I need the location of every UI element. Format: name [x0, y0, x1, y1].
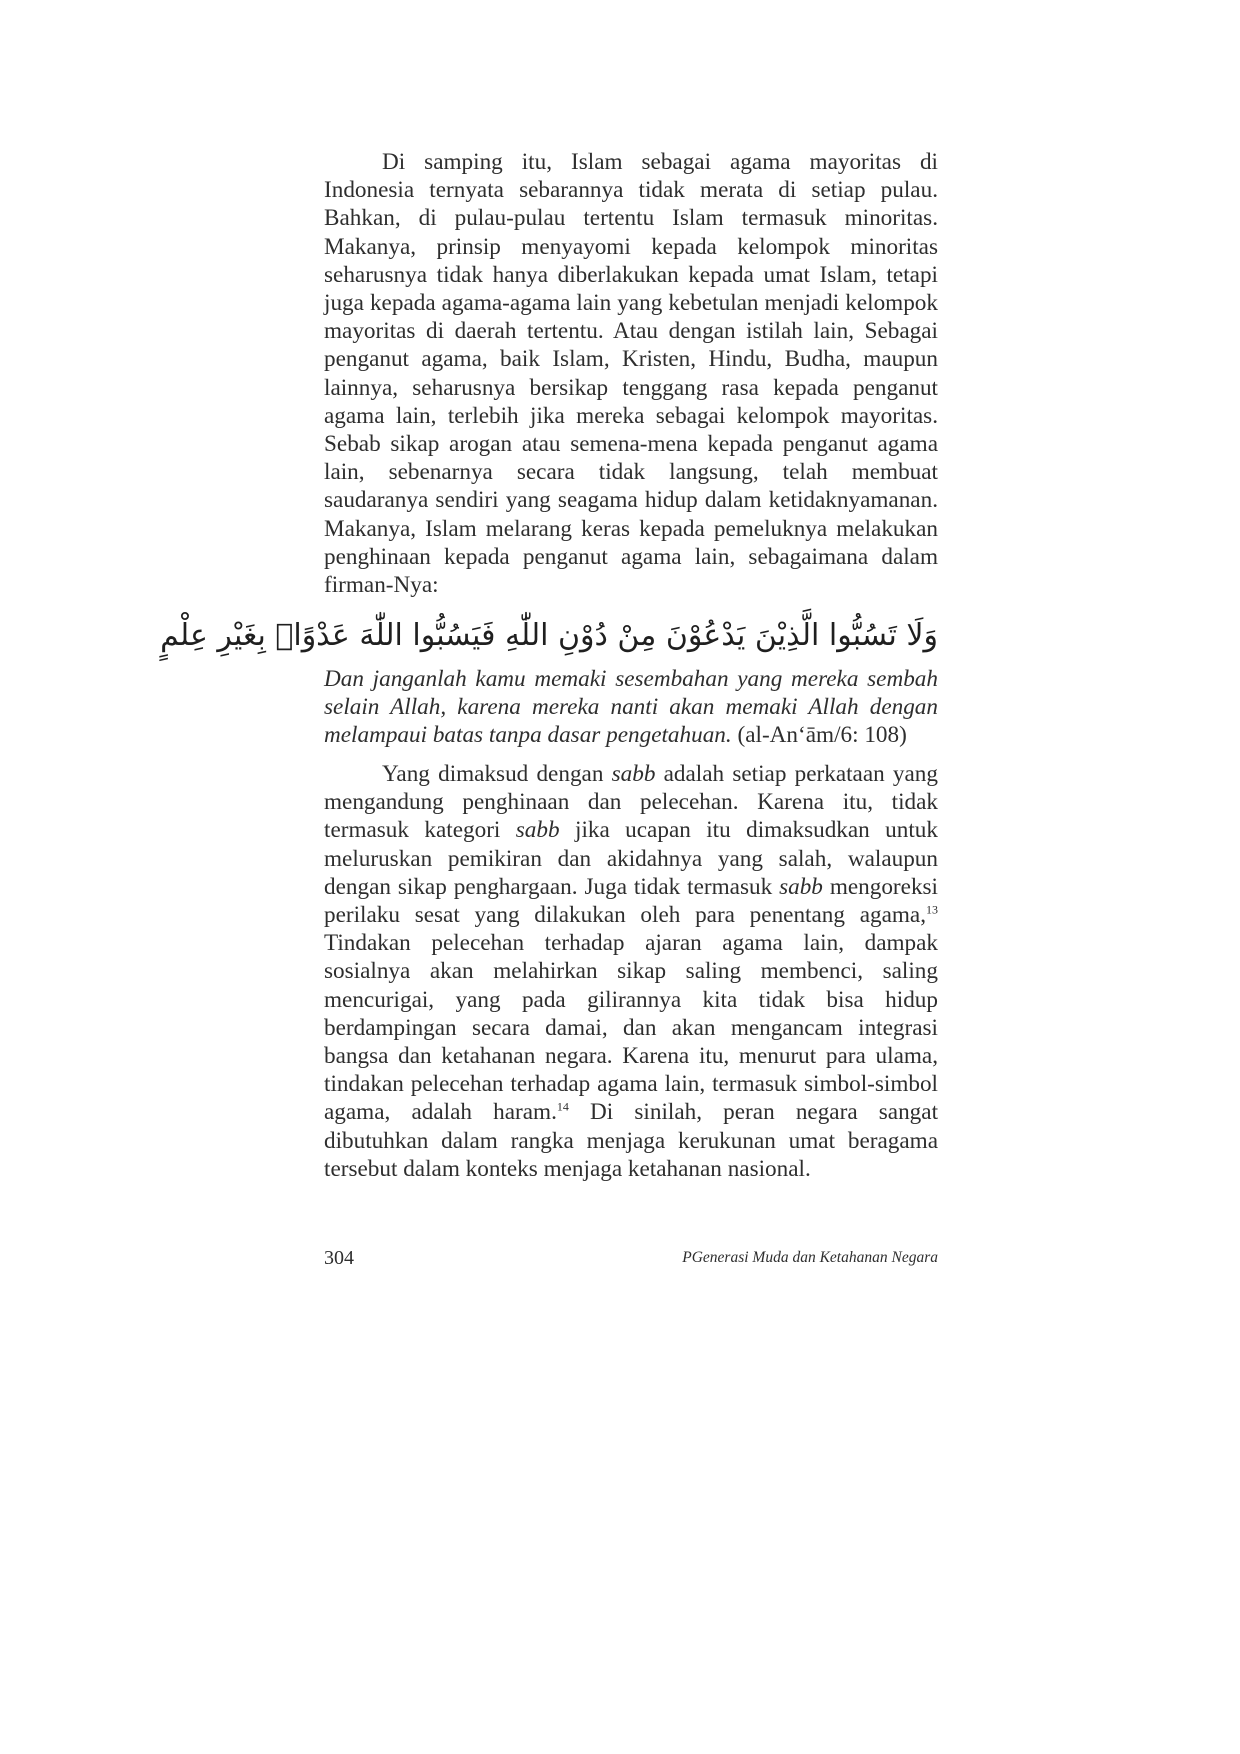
- page-number: 304: [324, 1247, 354, 1269]
- footnote-ref-13[interactable]: 13: [926, 902, 938, 917]
- paragraph-text: [324, 760, 938, 1183]
- text-run: mengoreksi perilaku sesat yang dilakukan oleh para penentang agama,: [324, 873, 939, 929]
- paragraph-text: Di samping itu, Islam sebagai agama mayoritas di Indonesia ternyata sebarannya tidak merata di setiap pulau. Bahkan, di pulau-pulau tertentu Islam termasuk minoritas. Makanya, prinsip menyayomi kepada kelompok minoritas seharusnya tidak hanya diberlakukan kepada umat Islam, tetapi juga kepada agama-agama lain yang kebetulan menjadi kelompok mayoritas di daerah tertentu. Atau dengan istilah lain, Sebagai penganut agama, baik Islam, Kristen, Hindu, Budha, maupun lainnya, seharusnya bersikap tenggang rasa kepada penganut agama lain, terlebih jika mereka sebagai kelompok mayoritas. Sebab sikap arogan atau semena-mena kepada penganut agama lain, sebenarnya secara tidak langsung, telah membuat saudaranya sendiri yang seagama hidup dalam ketidaknyamanan. Makanya, Islam melarang keras kepada pemeluknya melakukan penghinaan kepada penganut agama lain, sebagaimana dalam firman-Nya:: [324, 149, 938, 599]
- text-run: Tindakan pelecehan terhadap ajaran agama lain, dampak sosialnya akan melahirkan sikap saling membenci, saling mencurigai, yang pada gilirannya kita tidak bisa hidup berdampingan secara damai, dan akan mengancam integrasi bangsa dan ketahanan negara. Karena itu, menurut para ulama, tindakan pelecehan terhadap agama lain, termasuk simbol-simbol agama, adalah haram.: [324, 930, 938, 1126]
- footnote-ref-14[interactable]: 14: [556, 1099, 569, 1114]
- body-paragraph-1: [324, 148, 938, 599]
- text-run: Di sinilah, peran negara sangat dibutuhkan dalam rangka menjaga kerukunan umat beragama tersebut dalam konteks menjaga ketahanan nasional.: [324, 1099, 939, 1182]
- translation-text: Dan janganlah kamu memaki sesembahan yang mereka sembah selain Allah, karena mereka nanti akan memaki Allah dengan melampaui batas tanpa dasar pengetahuan.: [324, 666, 938, 749]
- verse-translation: [324, 665, 938, 750]
- term-sabb: sabb: [611, 761, 656, 787]
- running-title: PGenerasi Muda dan Ketahanan Negara: [682, 1249, 938, 1266]
- term-sabb: sabb: [515, 817, 560, 844]
- verse-citation: (al-An‘ām/6: 108): [737, 722, 907, 749]
- text-run: adalah setiap perkataan yang mengandung penghinaan dan pelecehan. Karena itu, tidak termasuk kategori: [324, 761, 938, 844]
- term-sabb: sabb: [779, 873, 823, 900]
- text-run: Yang dimaksud dengan: [382, 761, 612, 787]
- text-run: jika ucapan itu dimaksudkan untuk meluruskan pemikiran dan akidahnya yang salah, walaupun dengan sikap penghargaan. Juga tidak termasuk: [324, 817, 938, 900]
- quran-verse-arabic: وَلَا تَسُبُّوا الَّذِيْنَ يَدْعُوْنَ مِنْ دُوْنِ اللّٰهِ فَيَسُبُّوا اللّٰهَ عَدْوًاۢ بِغَيْرِ عِلْمٍ: [160, 618, 938, 653]
- body-paragraph-2: [324, 760, 938, 1183]
